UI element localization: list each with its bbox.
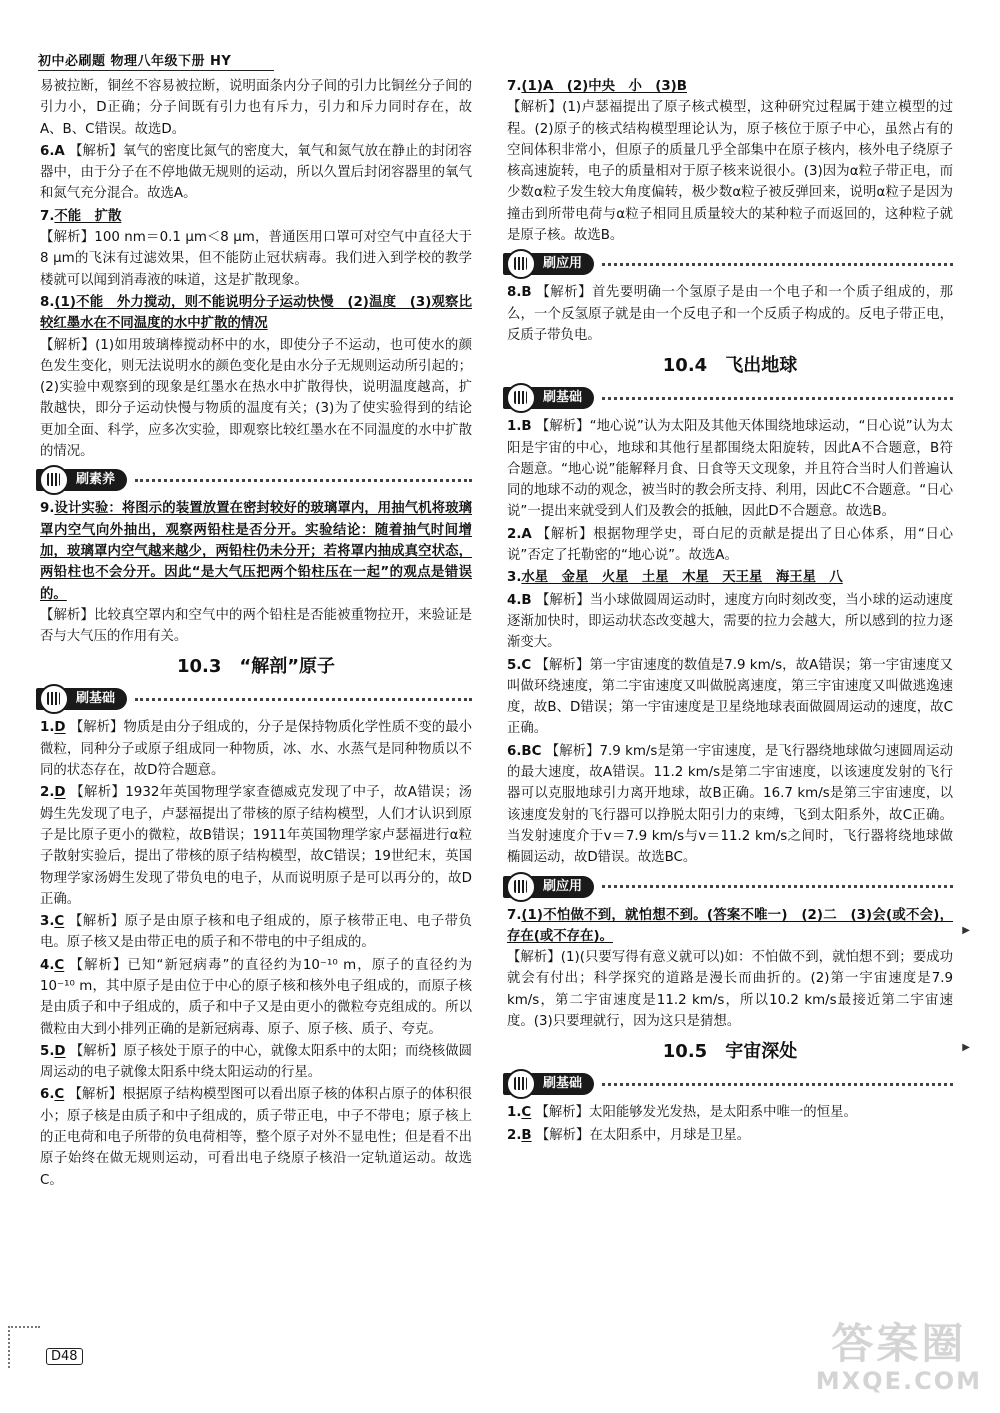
section-title: 10.5 宇宙深处 (662, 1041, 798, 1063)
watermark-logo (816, 1321, 982, 1395)
answer-item-4r (507, 590, 953, 654)
item-answer: B (521, 419, 532, 435)
brush-icon (39, 684, 69, 714)
item-explanation: 【解析】(1)卢瑟福提出了原子核式模型，这种研究过程属于建立模型的过程。(2)原子的核式结构模型理论认为，原子核位于原子中心，虽然占有的空间体积非常小，但原子的质量几乎全部集中在原子核内，核外电子绕原子核高速旋转，电子的质量相对于原子核来说很小。(3)因为α粒子带正电，而少数α粒子发生较大角度偏转，极少数α粒子被反弹回来，说明α粒子是因为撞击到所带电荷与α粒子相同且质量较大的某种粒子而返回的，这种粒子就是原子核。故选B。 (507, 100, 953, 244)
section-title: 10.3 “解剖”原子 (176, 656, 336, 678)
answer-item-7r2 (507, 905, 953, 1033)
page-number: D48 (46, 1348, 83, 1365)
item-number: 8. (40, 294, 55, 310)
page-header: 初中必刷题 物理八年级下册 HY (38, 54, 232, 69)
item-answer: B (521, 1127, 532, 1143)
item-number: 2. (507, 526, 522, 542)
answer-item-4 (40, 955, 472, 1040)
item-answer: BC (521, 743, 542, 759)
banner-text: 刷应用 (543, 256, 583, 272)
banner-label (36, 469, 127, 491)
brush-icon (39, 465, 69, 495)
continued-text: 易被拉断，铜丝不容易被拉断，说明面条内分子间的引力比铜丝分子间的引力小，D正确；分子间既有引力也有斥力，引力和斥力同时存在，故A、B、C错误。故选D。 (40, 79, 472, 137)
answer-item-9 (40, 498, 472, 647)
item-number: 3. (507, 570, 522, 586)
item-explanation: 【解析】7.9 km/s是第一宇宙速度，是飞行器绕地球做匀速圆周运动的最大速度，故A错误。11.2 km/s是第二宇宙速度，以该速度发射的飞行器可以克服地球引力离开地球，故B正确。16.7 km/s是第三宇宙速度，以该速度发射的飞行器可以挣脱太阳引力的束缚，飞到太阳系外，故C正确。当发射速度介于v＝7.9 km/s与v＝11.2 km/s之间时，飞行器将绕地球做椭圆运动，故D错误。故选BC。 (507, 743, 953, 866)
item-explanation: 【解析】原子核处于原子的中心，就像太阳系中的太阳；而绕核做圆周运动的电子就像太阳系中绕太阳运动的行星。 (40, 1043, 472, 1081)
left-column (40, 76, 472, 1192)
item-answer: (1)不怕做不到，就怕想不到。(答案不唯一) (2)二 (3)会(或不会)，存在(或不存在)。 (507, 907, 953, 944)
answer-item-1 (40, 717, 472, 781)
answer-item-3 (40, 911, 472, 954)
right-column (507, 76, 953, 1147)
banner-dots (135, 479, 472, 482)
answer-item-2r (507, 524, 953, 567)
item-explanation: 【解析】(1)(只要写得有意义就可以)如：不怕做不到，就怕想不到；要成功就会有付出；科学探究的道路是漫长而曲折的。(2)第一宇宙速度是7.9 km/s，第二宇宙速度是11.2 km/s，所以10.2 km/s最接近第二宇宙速度。(3)只要理就行，因为这只是猜想。 (507, 950, 953, 1029)
item-number: 2. (40, 785, 55, 801)
item-number: 7. (40, 208, 55, 224)
margin-arrow-icon: ▶ (962, 925, 970, 936)
banner-dots (602, 1083, 953, 1086)
item-answer: D (54, 1043, 66, 1059)
banner-dots (135, 698, 472, 701)
banner-text: 刷基础 (76, 691, 116, 707)
banner-label (503, 387, 594, 409)
footer-decoration (8, 1326, 40, 1368)
header-rule (38, 70, 274, 71)
item-explanation: 【解析】太阳能够发光发热，是太阳系中唯一的恒星。 (535, 1105, 857, 1121)
section-banner (503, 873, 953, 901)
item-answer: (1)A (2)中央 小 (3)B (521, 79, 687, 94)
item-explanation: 【解析】在太阳系中，月球是卫星。 (535, 1127, 751, 1143)
banner-text: 刷基础 (543, 390, 583, 406)
watermark-url: MXQE.COM (815, 1367, 982, 1395)
item-number: 1. (40, 720, 55, 736)
item-number: 6. (40, 1087, 55, 1103)
banner-dots (602, 397, 953, 400)
answer-item-1r (507, 416, 953, 522)
item-answer: D (54, 785, 66, 801)
item-explanation: 【解析】原子是由原子核和电子组成的，原子核带正电、电子带负电。原子核又是由带正电的质子和不带电的中子组成的。 (40, 914, 472, 951)
item-number: 7. (507, 79, 522, 94)
answer-item-5r (507, 655, 953, 740)
item-number: 5. (507, 657, 522, 673)
item-number: 9. (40, 501, 55, 517)
item-number: 7. (507, 907, 522, 923)
brush-icon (506, 383, 536, 413)
item-explanation: 【解析】第一宇宙速度的数值是7.9 km/s，故A错误；第一宇宙速度又叫做环绕速度，第二宇宙速度又叫做脱离速度，第三宇宙速度又叫做逃逸速度，故B、D错误；第一宇宙速度是卫星绕地球表面做圆周运动的速度，故C正确。 (507, 657, 953, 737)
banner-dots (602, 263, 953, 266)
banner-label (503, 253, 594, 275)
item-answer: C (54, 1087, 65, 1103)
item-answer: A (521, 526, 532, 542)
item-number: 3. (40, 914, 55, 930)
brush-icon (506, 1069, 536, 1099)
item-answer: C (54, 957, 65, 973)
answer-item-6b (40, 1084, 472, 1190)
answer-item-6r (507, 741, 953, 869)
item-explanation: 【解析】100 nm＝0.1 μm＜8 μm，普通医用口罩可对空气中直径大于8 μm的飞沫有过滤效果，但不能防止冠状病毒。我们进入到学校的教学楼就可以闻到消毒液的味道，这是扩散现象。 (40, 230, 472, 288)
section-banner (503, 1070, 953, 1098)
item-explanation: 【解析】物质是由分子组成的，分子是保持物质化学性质不变的最小微粒，同种分子或原子组成同一种物质，冰、水、水蒸气是同种物质以不同的状态存在，故D符合题意。 (40, 720, 472, 779)
section-banner (36, 466, 472, 494)
item-answer: C (521, 1105, 532, 1121)
answer-item-5 (40, 1041, 472, 1084)
section-banner (503, 384, 953, 412)
item-number: 5. (40, 1043, 55, 1059)
item-answer: (1)不能 外力搅动，则不能说明分子运动快慢 (2)温度 (3)观察比较红墨水在不同温度的水中扩散的情况 (40, 294, 472, 332)
item-number: 2. (507, 1127, 522, 1143)
item-answer: C (54, 914, 65, 930)
item-number: 8. (507, 285, 522, 301)
answer-item-7 (40, 206, 472, 291)
item-explanation: 【解析】1932年英国物理学家查德威克发现了中子，故A错误；汤姆生先发现了电子，卢瑟福提出了带核的原子结构模型，人们才认识到原子是比原子更小的微粒，故B错误；1911年英国物理学家卢瑟福进行α粒子散射实验后，提出了带核的原子结构模型，故C错误；19世纪末，英国物理学家汤姆生发现了带负电的电子，从而说明原子是可以再分的，故D正确。 (40, 785, 472, 907)
answer-item-8r (507, 282, 953, 346)
item-explanation: 【解析】(1)如用玻璃棒搅动杯中的水，即使分子不运动，也可使水的颜色发生变化，则无法说明水的颜色变化是由水分子无规则运动所引起的；(2)实验中观察到的现象是红墨水在热水中扩散得快，说明温度越高，扩散越快，即分子运动快慢与物质的温度有关；(3)为了使实验得到的结论更加全面、科学，应多次实验，即观察比较红墨水在不同温度的水中扩散的情况。 (40, 337, 472, 460)
item-number: 1. (507, 419, 522, 435)
section-banner (503, 250, 953, 278)
item-explanation: 【解析】比较真空罩内和空气中的两个铅柱是否能被重物拉开，来验证是否与大气压的作用有关。 (40, 607, 472, 645)
brush-icon (506, 872, 536, 902)
item-explanation: 【解析】已知“新冠病毒”的直径约为10⁻¹⁰ m，原子的直径约为10⁻¹⁰ m，其中原子是由位于中心的原子核和核外电子组成的，而原子核是由质子和中子组成的，质子和中子又是由更小的微粒夸克组成的。所以微粒由大到小排列正确的是新冠病毒、原子、原子核、质子、夸克。 (40, 957, 472, 1037)
item-answer: B (521, 285, 532, 301)
answer-item-8 (40, 292, 472, 462)
banner-text: 刷素养 (76, 472, 116, 488)
item-answer: 设计实验：将图示的装置放置在密封较好的玻璃罩内，用抽气机将玻璃罩内空气向外抽出，观察两铅柱是否分开。实验结论：随着抽气时间增加，玻璃罩内空气越来越少，两铅柱仍未分开；若将罩内抽成真空状态，两铅柱也不会分开。因此“是大气压把两个铅柱压在一起”的观点是错误的。 (40, 501, 472, 602)
brush-icon (506, 249, 536, 279)
banner-label (503, 876, 594, 898)
watermark-text: 答案圈 (831, 1319, 967, 1368)
answer-item-7r (507, 76, 953, 246)
item-number: 6. (40, 143, 55, 159)
banner-text: 刷基础 (543, 1076, 583, 1092)
item-answer: C (521, 657, 532, 673)
item-explanation: 【解析】首先要明确一个氢原子是由一个电子和一个质子组成的，那么，一个反氢原子就是由一个反电子和一个反质子构成的。反电子带正电，反质子带负电。 (507, 285, 954, 343)
item-number: 6. (507, 743, 522, 759)
item-explanation: 【解析】“地心说”认为太阳及其他天体围绕地球运动，“日心说”认为太阳是宇宙的中心，地球和其他行星都围绕太阳旋转，因此A不合题意，B符合题意。“地心说”能解释月食、日食等天文现象，并且符合当时人们普遍认同的地球不动的观念，被当时的教会所支持、利用，因此C不合题意。“日心说”一提出来就受到人们及教会的抵触，因此D不合题意。故选B。 (507, 419, 953, 520)
item-number: 1. (507, 1105, 522, 1121)
item-answer: 不能 扩散 (54, 208, 122, 224)
answer-item-3r (507, 567, 953, 588)
banner-label (36, 688, 127, 710)
item-explanation: 【解析】根据物理学史，哥白尼的贡献是提出了日心体系，用“日心说”否定了托勒密的“地心说”。故选A。 (507, 526, 953, 564)
banner-text: 刷应用 (543, 878, 583, 894)
item-answer: A (54, 143, 65, 159)
section-title: 10.4 飞出地球 (662, 355, 798, 377)
item-explanation: 【解析】氧气的密度比氮气的密度大，氧气和氮气放在静止的封闭容器中，由于分子在不停地做无规则的运动，所以久置后封闭容器里的氧气和氮气充分混合。故选A。 (40, 143, 473, 202)
banner-dots (602, 885, 953, 888)
answer-item-2c (507, 1125, 953, 1146)
item-answer: 水星 金星 火星 土星 木星 天王星 海王星 八 (521, 570, 843, 586)
banner-label (503, 1073, 594, 1095)
answer-item-2 (40, 782, 472, 910)
margin-arrow-icon: ▶ (962, 1042, 970, 1053)
item-answer: B (521, 592, 532, 608)
item-number: 4. (507, 592, 522, 608)
item-explanation: 【解析】当小球做圆周运动时，速度方向时刻改变，当小球的运动速度逐渐加快时，即运动状态改变越大，需要的拉力会越大，所以感到的拉力逐渐变大。 (507, 592, 953, 651)
item-number: 4. (40, 957, 55, 973)
item-answer: D (54, 720, 66, 736)
answer-item-6 (40, 141, 472, 205)
answer-item-1c (507, 1102, 953, 1123)
section-banner (36, 685, 472, 713)
item-explanation: 【解析】根据原子结构模型图可以看出原子核的体积占原子的体积很小；原子核是由质子和中子组成的，质子带正电，中子不带电；原子核上的正电荷和电子所带的负电荷相等，整个原子对外不显电性；但是看不出原子始终在做无规则运动，可看出电子绕原子核沿一定轨道运动。故选C。 (40, 1087, 473, 1188)
